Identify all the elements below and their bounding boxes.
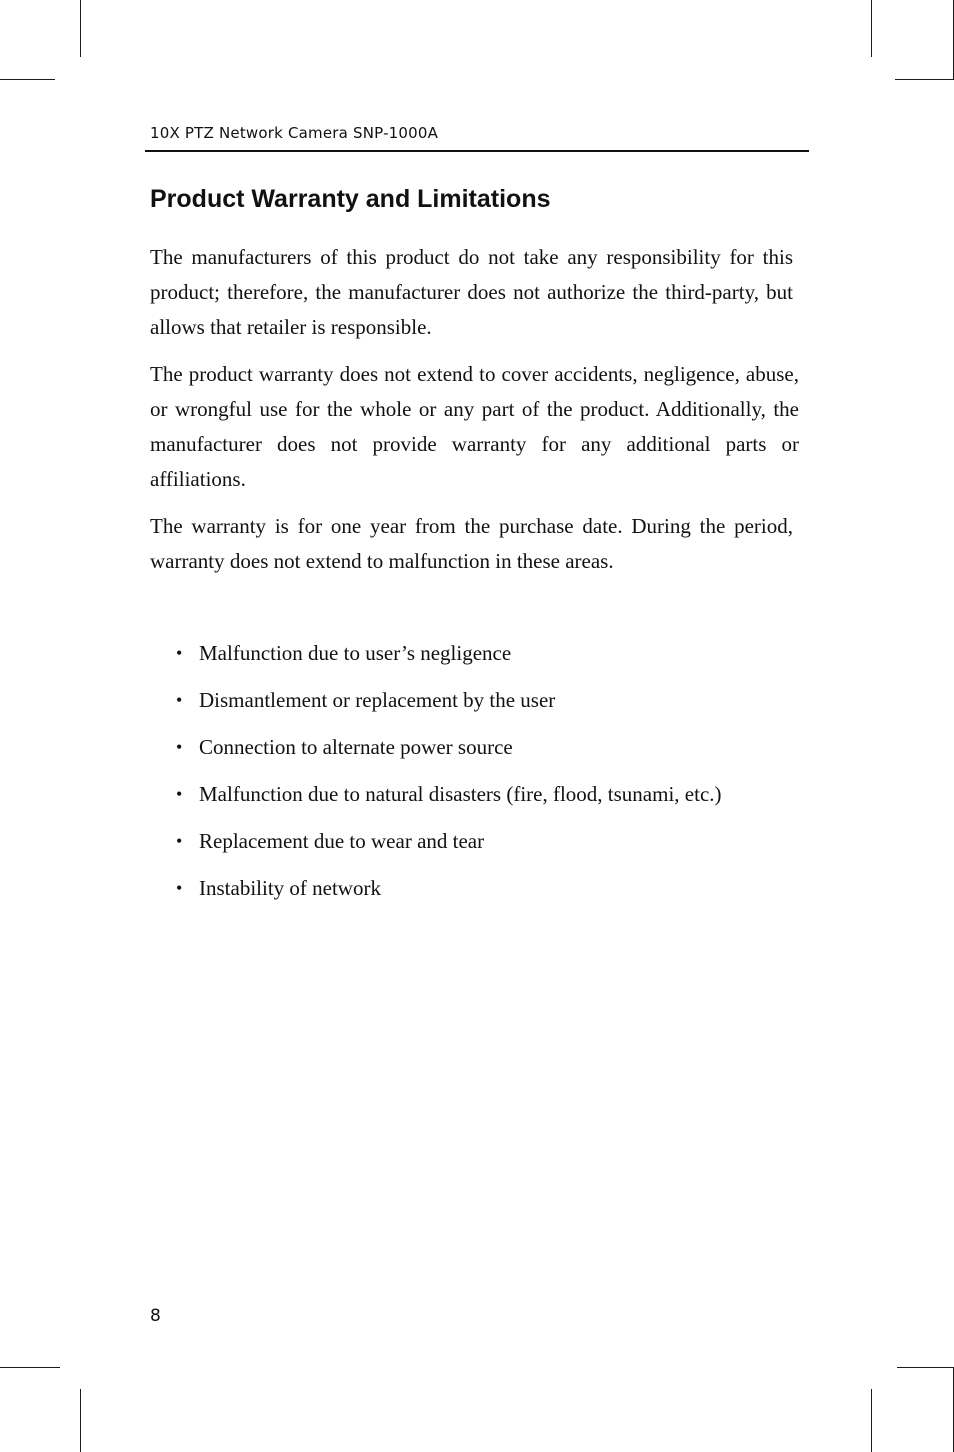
- running-header: 10X PTZ Network Camera SNP-1000A: [150, 124, 439, 142]
- bullet-icon: •: [176, 690, 183, 710]
- crop-mark-top-left-vertical: [80, 0, 81, 57]
- list-item-text: Replacement due to wear and tear: [199, 829, 485, 853]
- list-item-text: Malfunction due to user’s negligence: [199, 641, 512, 665]
- list-item-text: Malfunction due to natural disasters (fire, flood, tsunami, etc.): [199, 782, 722, 806]
- crop-mark-bottom-left-vertical: [80, 1389, 81, 1452]
- header-rule: [145, 150, 809, 152]
- bullet-icon: •: [176, 737, 183, 757]
- list-item: [150, 870, 722, 917]
- bullet-icon: •: [176, 643, 183, 663]
- bullet-icon: •: [176, 831, 183, 851]
- crop-mark-bottom-right-vertical-outer: [871, 1389, 872, 1452]
- section-title: Product Warranty and Limitations: [150, 185, 551, 213]
- list-item-text: Dismantlement or replacement by the user: [199, 688, 556, 712]
- crop-mark-top-left-horizontal: [0, 79, 55, 80]
- crop-mark-bottom-left-horizontal: [0, 1367, 60, 1368]
- page-number: 8: [150, 1306, 161, 1326]
- list-item: [150, 729, 722, 776]
- list-item: [150, 682, 722, 729]
- crop-mark-top-right-horizontal: [895, 79, 954, 80]
- list-item-text: Connection to alternate power source: [199, 735, 513, 759]
- list-item-text: Instability of network: [199, 876, 381, 900]
- malfunction-exclusion-list: [150, 635, 722, 917]
- crop-mark-top-right-vertical-outer: [871, 0, 872, 57]
- bullet-icon: •: [176, 784, 183, 804]
- list-item: [150, 823, 722, 870]
- paragraph-warranty-period: The warranty is for one year from the purchase date. During the period, warranty does not extend to malfunction in these areas.: [150, 514, 793, 573]
- paragraph-warranty-exclusions: The product warranty does not extend to cover accidents, negligence, abuse, or wrongful use for the whole or any part of the product. Additionally, the manufacturer does not provide warranty for any additional parts or affiliations.: [150, 362, 799, 491]
- crop-mark-bottom-right-horizontal: [897, 1367, 954, 1368]
- list-item: [150, 635, 722, 682]
- list-item: [150, 776, 722, 823]
- bullet-icon: •: [176, 878, 183, 898]
- paragraph-responsibility: The manufacturers of this product do not take any responsibility for this product; therefore, the manufacturer does not authorize the third-party, but allows that retailer is responsible.: [150, 245, 793, 339]
